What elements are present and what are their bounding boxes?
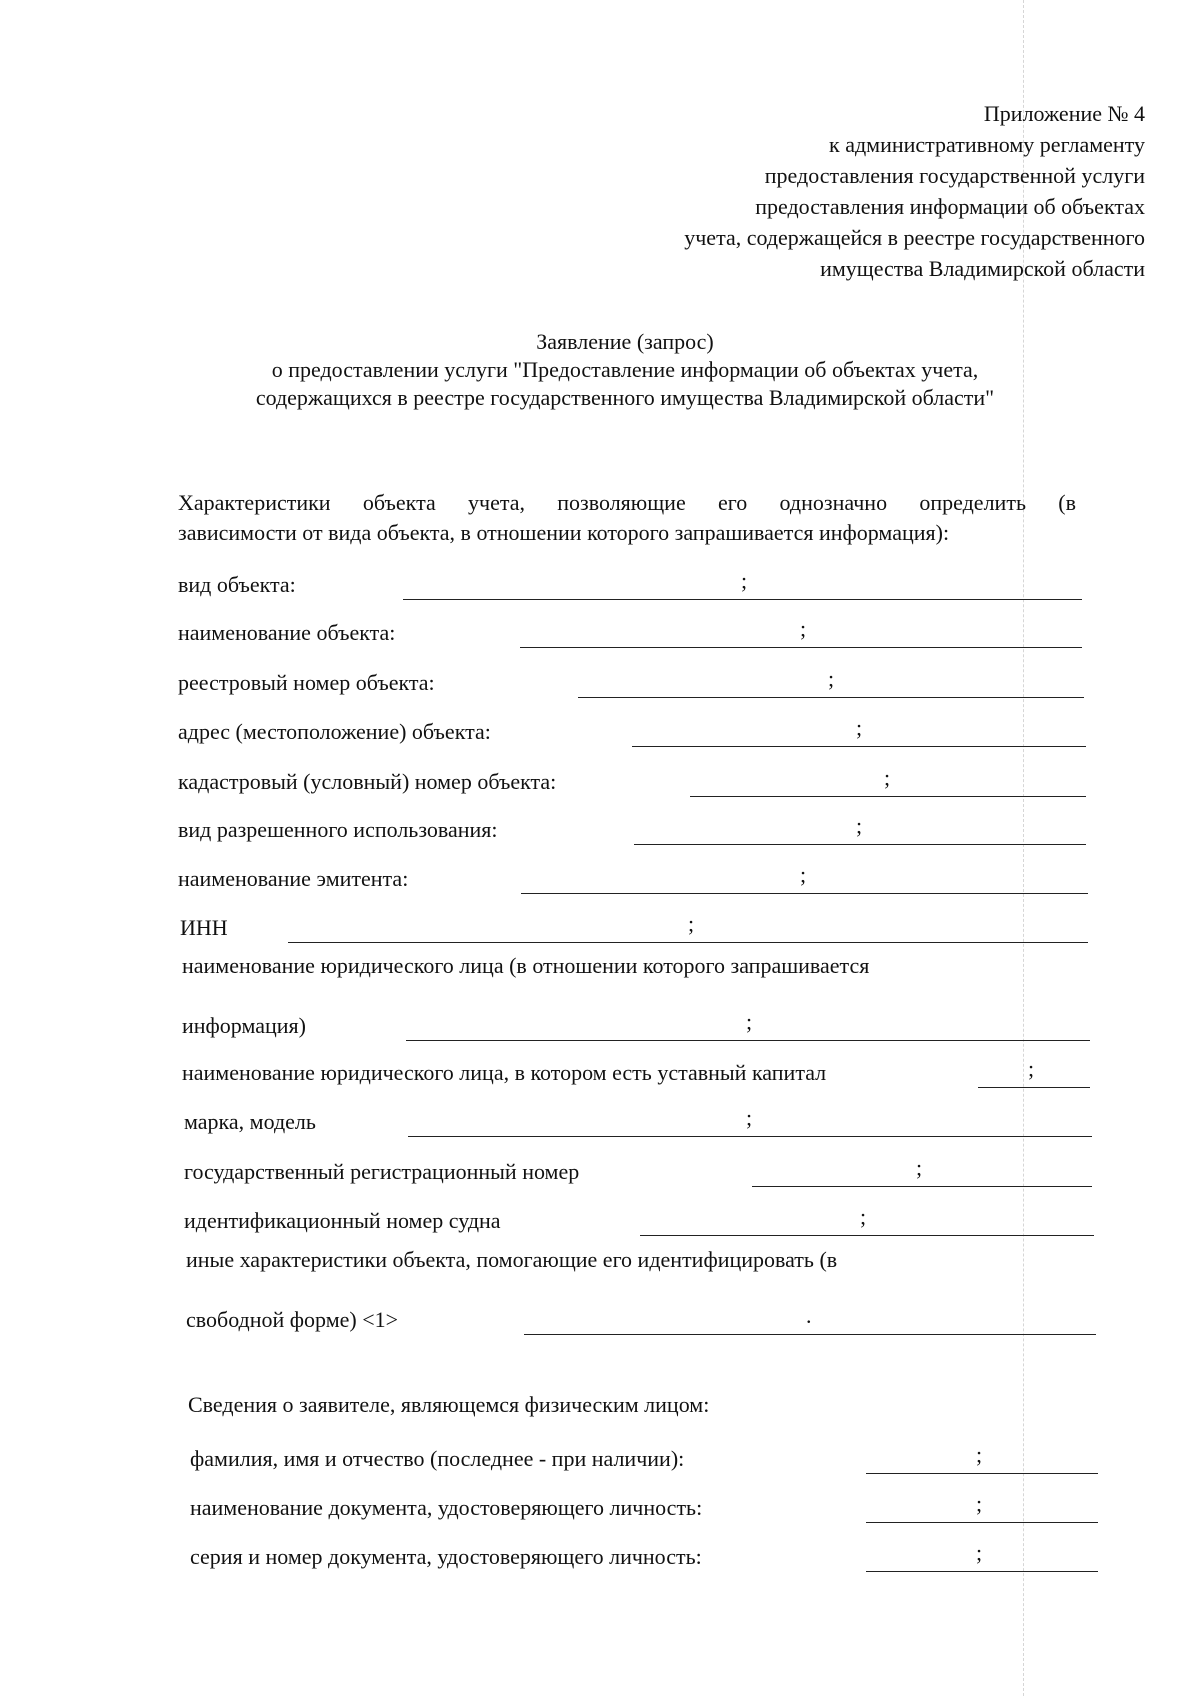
object-name-input[interactable] — [520, 647, 1082, 648]
other-characteristics-label-line: иные характеристики объекта, помогающие его идентифицировать (в — [186, 1247, 838, 1272]
field-label: адрес (местоположение) объекта: — [178, 719, 491, 744]
field-terminator: ; — [916, 1155, 923, 1180]
field-vessel-id-number — [184, 1206, 1094, 1236]
field-address — [178, 717, 1086, 747]
cadastral-number-input[interactable] — [690, 796, 1086, 797]
document-title — [160, 328, 1090, 412]
issuer-name-input[interactable] — [521, 893, 1088, 894]
legal-entity-name-input[interactable] — [406, 1040, 1090, 1041]
field-terminator: ; — [856, 813, 863, 838]
field-label: фамилия, имя и отчество (последнее - при наличии): — [190, 1446, 685, 1471]
field-label: вид разрешенного использования: — [178, 817, 498, 842]
field-terminator: ; — [976, 1491, 983, 1516]
field-inn — [180, 913, 1088, 943]
address-input[interactable] — [632, 746, 1086, 747]
field-label: идентификационный номер судна — [184, 1208, 501, 1233]
vessel-id-number-input[interactable] — [640, 1235, 1094, 1236]
annex-line: имущества Владимирской области — [820, 256, 1145, 281]
registry-number-input[interactable] — [578, 697, 1084, 698]
field-label: информация) — [182, 1013, 306, 1038]
field-terminator: ; — [976, 1442, 983, 1467]
field-terminator: ; — [860, 1204, 867, 1229]
field-issuer-name — [178, 864, 1088, 894]
field-cadastral-number — [178, 767, 1086, 797]
field-object-type — [178, 570, 1082, 600]
field-terminator: ; — [976, 1540, 983, 1565]
field-terminator: ; — [741, 568, 748, 593]
field-other-characteristics — [186, 1305, 1096, 1335]
field-permitted-use — [178, 815, 1086, 845]
applicant-full-name-input[interactable] — [866, 1473, 1098, 1474]
make-model-input[interactable] — [408, 1136, 1092, 1137]
permitted-use-input[interactable] — [634, 844, 1086, 845]
id-document-name-input[interactable] — [866, 1522, 1098, 1523]
object-characteristics-intro — [178, 488, 1076, 548]
field-terminator: ; — [746, 1105, 753, 1130]
field-label: наименование юридического лица, в котором есть уставный капитал — [182, 1060, 827, 1085]
annex-line: предоставления государственной услуги — [764, 163, 1145, 188]
annex-line: предоставления информации об объектах — [755, 194, 1145, 219]
field-applicant-full-name — [190, 1444, 1098, 1474]
field-label: государственный регистрационный номер — [184, 1159, 580, 1184]
field-terminator: ; — [800, 862, 807, 887]
field-state-registration-number — [184, 1157, 1092, 1187]
id-document-series-number-input[interactable] — [866, 1571, 1098, 1572]
field-terminator: ; — [1028, 1056, 1035, 1081]
field-terminator: ; — [884, 765, 891, 790]
field-label: кадастровый (условный) номер объекта: — [178, 769, 557, 794]
title-line: о предоставлении услуги "Предоставление информации об объектах учета, — [271, 357, 979, 382]
field-capital-entity-name — [182, 1058, 1090, 1088]
field-label: серия и номер документа, удостоверяющего личность: — [190, 1544, 702, 1569]
field-label: наименование эмитента: — [178, 866, 409, 891]
field-label: ИНН — [180, 915, 228, 940]
state-registration-number-input[interactable] — [752, 1186, 1092, 1187]
field-label: вид объекта: — [178, 572, 296, 597]
annex-line: Приложение № 4 — [983, 101, 1145, 126]
field-make-model — [184, 1107, 1092, 1137]
field-object-name — [178, 618, 1082, 648]
field-registry-number — [178, 668, 1084, 698]
field-terminator: ; — [688, 911, 695, 936]
object-type-input[interactable] — [403, 599, 1082, 600]
annex-line: к административному регламенту — [829, 132, 1145, 157]
title-line: содержащихся в реестре государственного имущества Владимирской области" — [255, 385, 995, 410]
intro-line: зависимости от вида объекта, в отношении которого запрашивается информация): — [178, 520, 950, 545]
field-label: марка, модель — [184, 1109, 316, 1134]
applicant-section-heading: Сведения о заявителе, являющемся физическим лицом: — [188, 1392, 710, 1417]
other-characteristics-input[interactable] — [524, 1334, 1096, 1335]
intro-line: Характеристики объекта учета, позволяющие его однозначно определить (в — [178, 490, 1076, 515]
field-label: наименование документа, удостоверяющего личность: — [190, 1495, 703, 1520]
field-legal-entity-name — [182, 1011, 1090, 1041]
field-terminator: ; — [746, 1009, 753, 1034]
field-id-document-series-number — [190, 1542, 1098, 1572]
field-terminator: ; — [800, 616, 807, 641]
inn-input[interactable] — [288, 942, 1088, 943]
annex-line: учета, содержащейся в реестре государственного — [684, 225, 1145, 250]
annex-header — [545, 98, 1145, 284]
field-label: наименование объекта: — [178, 620, 396, 645]
legal-entity-label-line: наименование юридического лица (в отношении которого запрашивается — [182, 953, 870, 978]
field-terminator: ; — [856, 715, 863, 740]
field-label: реестровый номер объекта: — [178, 670, 435, 695]
title-line: Заявление (запрос) — [536, 329, 714, 354]
capital-entity-name-input[interactable] — [978, 1087, 1090, 1088]
field-label: свободной форме) <1> — [186, 1307, 399, 1332]
field-terminator: ; — [828, 666, 835, 691]
field-terminator: . — [806, 1303, 812, 1328]
field-id-document-name — [190, 1493, 1098, 1523]
